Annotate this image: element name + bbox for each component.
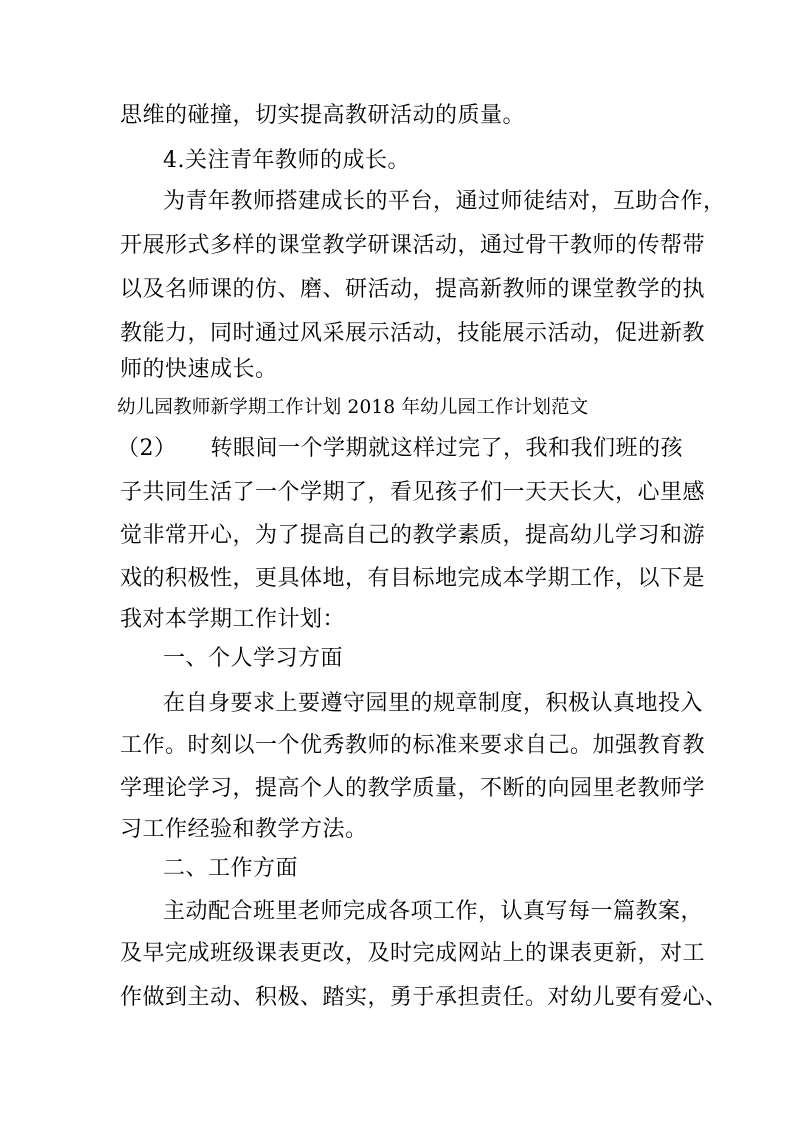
text-line-4: 开展形式多样的课堂教学研课活动，通过骨干教师的传帮带: [120, 233, 706, 258]
text-line-20: 主动配合班里老师完成各项工作，认真写每一篇教案，: [163, 899, 704, 924]
text-line-5: 以及名师课的仿、磨、研活动，提高新教师的课堂教学的执: [120, 277, 706, 302]
text-line-22: 作做到主动、积极、踏实，勇于承担责任。对幼儿要有爱心、: [120, 985, 728, 1010]
section-heading-2: 二、工作方面: [163, 856, 299, 881]
text-line-18: 习工作经验和教学方法。: [120, 817, 368, 842]
text-line-7: 师的快速成长。: [120, 357, 278, 382]
text-line-13: 我对本学期工作计划：: [120, 607, 346, 632]
article-title: 幼儿园教师新学期工作计划 2018 年幼儿园工作计划范文: [117, 397, 589, 418]
text-line-9: （2） 转眼间一个学期就这样过完了，我和我们班的孩: [117, 436, 683, 461]
text-line-10: 子共同生活了一个学期了，看见孩子们一天天长大，心里感: [120, 480, 706, 505]
section-heading-1: 一、个人学习方面: [163, 646, 344, 671]
text-line-11: 觉非常开心，为了提高自己的教学素质，提高幼儿学习和游: [120, 523, 706, 548]
text-line-15: 在自身要求上要遵守园里的规章制度，积极认真地投入: [163, 691, 704, 716]
text-line-21: 及早完成班级课表更改，及时完成网站上的课表更新，对工: [120, 941, 706, 966]
text-line-12: 戏的积极性，更具体地，有目标地完成本学期工作，以下是: [120, 566, 706, 591]
text-line-6: 教能力，同时通过风采展示活动，技能展示活动，促进新教: [120, 321, 706, 346]
text-line-1: 思维的碰撞，切实提高教研活动的质量。: [120, 103, 526, 128]
text-line-17: 学理论学习，提高个人的教学质量，不断的向园里老教师学: [120, 776, 706, 801]
text-line-16: 工作。时刻以一个优秀教师的标准来要求自己。加强教育教: [120, 733, 706, 758]
text-line-3: 为青年教师搭建成长的平台，通过师徒结对，互助合作，: [163, 189, 726, 214]
section-heading-4: 4.关注青年教师的成长。: [163, 148, 410, 173]
